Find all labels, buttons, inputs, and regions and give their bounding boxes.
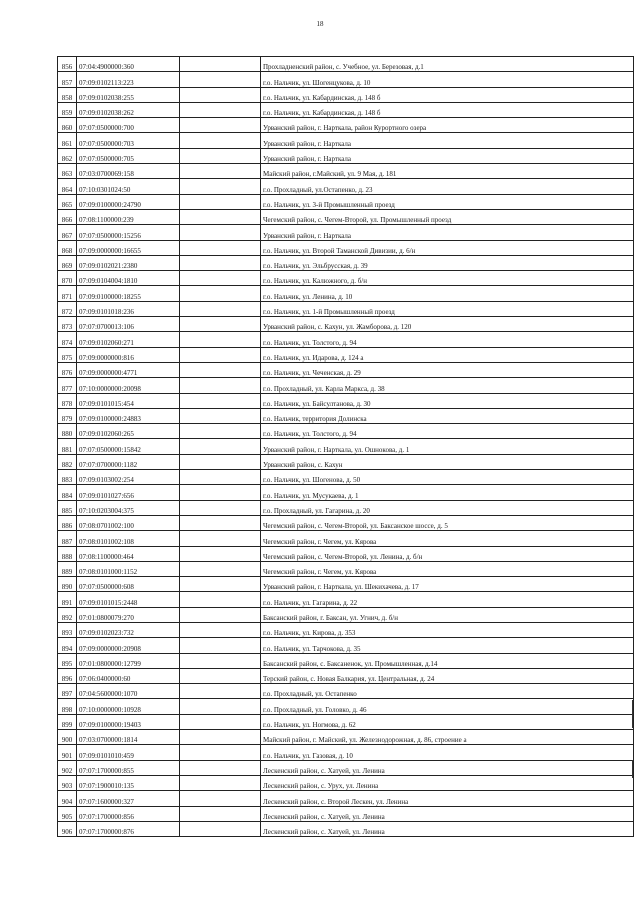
table-row bbox=[58, 240, 634, 255]
empty-cell bbox=[180, 301, 261, 316]
table-row bbox=[58, 714, 634, 729]
cadastral-number-cell: 07:01:0800079:270 bbox=[77, 607, 180, 622]
table-row bbox=[58, 148, 634, 163]
address-cell: г.о. Прохладный, ул. Карла Маркса, д. 38 bbox=[261, 378, 634, 393]
table-row bbox=[58, 57, 634, 72]
row-number-cell: 873 bbox=[58, 317, 77, 332]
empty-cell bbox=[180, 240, 261, 255]
cadastral-number-cell: 07:09:0102060:265 bbox=[77, 424, 180, 439]
cadastral-number-cell: 07:08:0701002:100 bbox=[77, 515, 180, 530]
cadastral-number-cell: 07:09:0000000:16655 bbox=[77, 240, 180, 255]
row-number-cell: 878 bbox=[58, 393, 77, 408]
address-cell: Майский район, г.Майский, ул. 9 Мая, д. 181 bbox=[261, 164, 634, 179]
address-cell: Лескенский район, с. Урух, ул. Ленина bbox=[261, 775, 634, 790]
empty-cell bbox=[180, 760, 261, 775]
table-row bbox=[58, 118, 634, 133]
table-row bbox=[58, 179, 634, 194]
row-number-cell: 877 bbox=[58, 378, 77, 393]
row-number-cell: 875 bbox=[58, 347, 77, 362]
empty-cell bbox=[180, 439, 261, 454]
row-number-cell: 904 bbox=[58, 791, 77, 806]
table-row bbox=[58, 87, 634, 102]
empty-cell bbox=[180, 775, 261, 790]
address-cell: Баксанский район, г. Баксан, ул. Угнич, д. б/н bbox=[261, 607, 634, 622]
address-cell: Урванский район, г. Нарткала, ул. Шекихачева, д. 17 bbox=[261, 577, 634, 592]
table-row bbox=[58, 225, 634, 240]
table-row bbox=[58, 760, 634, 775]
row-number-cell: 888 bbox=[58, 546, 77, 561]
cadastral-number-cell: 07:07:1700000:856 bbox=[77, 806, 180, 821]
empty-cell bbox=[180, 408, 261, 423]
address-cell: г.о. Нальчик, ул. Идарова, д. 124 а bbox=[261, 347, 634, 362]
cadastral-number-cell: 07:09:0100000:18255 bbox=[77, 286, 180, 301]
empty-cell bbox=[180, 347, 261, 362]
empty-cell bbox=[180, 57, 261, 72]
empty-cell bbox=[180, 225, 261, 240]
empty-cell bbox=[180, 362, 261, 377]
table-row bbox=[58, 408, 634, 423]
empty-cell bbox=[180, 806, 261, 821]
empty-cell bbox=[180, 684, 261, 699]
row-number-cell: 869 bbox=[58, 255, 77, 270]
empty-cell bbox=[180, 286, 261, 301]
address-cell: Урванский район, г. Нарткала bbox=[261, 148, 634, 163]
row-number-cell: 890 bbox=[58, 577, 77, 592]
row-number-cell: 874 bbox=[58, 332, 77, 347]
empty-cell bbox=[180, 607, 261, 622]
row-number-cell: 898 bbox=[58, 699, 77, 714]
row-number-cell: 865 bbox=[58, 194, 77, 209]
table-row bbox=[58, 72, 634, 87]
table-row bbox=[58, 592, 634, 607]
address-cell: г.о. Нальчик, ул. Кабардинская, д. 148 б bbox=[261, 102, 634, 117]
address-cell: г.о. Нальчик, ул. Шогенова, д. 50 bbox=[261, 470, 634, 485]
empty-cell bbox=[180, 515, 261, 530]
cadastral-number-cell: 07:07:0500000:15842 bbox=[77, 439, 180, 454]
cadastral-number-cell: 07:09:0102038:262 bbox=[77, 102, 180, 117]
table-row bbox=[58, 102, 634, 117]
address-cell: г.о. Нальчик, ул. Толстого, д. 94 bbox=[261, 424, 634, 439]
row-number-cell: 893 bbox=[58, 622, 77, 637]
table-row bbox=[58, 485, 634, 500]
table-row bbox=[58, 301, 634, 316]
table-row bbox=[58, 730, 634, 745]
address-cell: г.о. Нальчик, ул. Кирова, д. 353 bbox=[261, 622, 634, 637]
address-cell: Урванский район, г. Нарткала, ул. Ошнокова, д. 1 bbox=[261, 439, 634, 454]
table-row bbox=[58, 577, 634, 592]
cadastral-number-cell: 07:09:0100000:24790 bbox=[77, 194, 180, 209]
table-row bbox=[58, 699, 634, 714]
address-cell: г.о. Нальчик, ул. Калюжного, д. б/н bbox=[261, 271, 634, 286]
address-cell: г.о. Прохладный, ул. Гагарина, д. 20 bbox=[261, 500, 634, 515]
empty-cell bbox=[180, 194, 261, 209]
row-number-cell: 866 bbox=[58, 209, 77, 224]
row-number-cell: 879 bbox=[58, 408, 77, 423]
table-row bbox=[58, 806, 634, 821]
row-number-cell: 861 bbox=[58, 133, 77, 148]
table-row bbox=[58, 454, 634, 469]
row-number-cell: 860 bbox=[58, 118, 77, 133]
cadastral-number-cell: 07:03:0700000:1814 bbox=[77, 730, 180, 745]
address-cell: Урванский район, г. Нарткала bbox=[261, 133, 634, 148]
address-cell: Урванский район, с. Кахун bbox=[261, 454, 634, 469]
empty-cell bbox=[180, 485, 261, 500]
row-number-cell: 891 bbox=[58, 592, 77, 607]
table-row bbox=[58, 515, 634, 530]
table-row bbox=[58, 378, 634, 393]
empty-cell bbox=[180, 546, 261, 561]
empty-cell bbox=[180, 592, 261, 607]
page-number: 18 bbox=[316, 20, 324, 28]
cadastral-number-cell: 07:09:0000000:20908 bbox=[77, 638, 180, 653]
address-cell: г.о. Нальчик, ул. Толстого, д. 94 bbox=[261, 332, 634, 347]
cadastral-number-cell: 07:10:0000000:20098 bbox=[77, 378, 180, 393]
table-row bbox=[58, 775, 634, 790]
cadastral-number-cell: 07:09:0101015:2448 bbox=[77, 592, 180, 607]
cadastral-number-cell: 07:07:0700013:106 bbox=[77, 317, 180, 332]
row-number-cell: 896 bbox=[58, 668, 77, 683]
address-cell: г.о. Нальчик, ул. Газовая, д. 10 bbox=[261, 745, 634, 760]
cadastral-number-cell: 07:09:0102060:271 bbox=[77, 332, 180, 347]
row-number-cell: 895 bbox=[58, 653, 77, 668]
row-number-cell: 858 bbox=[58, 87, 77, 102]
empty-cell bbox=[180, 653, 261, 668]
empty-cell bbox=[180, 118, 261, 133]
row-number-cell: 884 bbox=[58, 485, 77, 500]
row-number-cell: 856 bbox=[58, 57, 77, 72]
row-number-cell: 894 bbox=[58, 638, 77, 653]
cadastral-number-cell: 07:06:0400000:60 bbox=[77, 668, 180, 683]
row-number-cell: 872 bbox=[58, 301, 77, 316]
row-number-cell: 885 bbox=[58, 500, 77, 515]
address-cell: Урванский район, г. Нарткала bbox=[261, 225, 634, 240]
empty-cell bbox=[180, 622, 261, 637]
empty-cell bbox=[180, 500, 261, 515]
table-row bbox=[58, 317, 634, 332]
row-number-cell: 882 bbox=[58, 454, 77, 469]
cadastral-number-cell: 07:09:0000000:816 bbox=[77, 347, 180, 362]
address-cell: г.о. Прохладный, ул. Головко, д. 46 bbox=[261, 699, 634, 714]
address-cell: Лескенский район, с. Хатуей, ул. Ленина bbox=[261, 760, 634, 775]
cadastral-number-cell: 07:07:1600000:327 bbox=[77, 791, 180, 806]
cadastral-number-cell: 07:08:0101000:1152 bbox=[77, 561, 180, 576]
row-number-cell: 864 bbox=[58, 179, 77, 194]
row-number-cell: 897 bbox=[58, 684, 77, 699]
table-row bbox=[58, 164, 634, 179]
table-row bbox=[58, 133, 634, 148]
row-number-cell: 871 bbox=[58, 286, 77, 301]
empty-cell bbox=[180, 133, 261, 148]
table-row bbox=[58, 684, 634, 699]
address-cell: Баксанский район, с. Баксаненок, ул. Промышленная, д.14 bbox=[261, 653, 634, 668]
empty-cell bbox=[180, 454, 261, 469]
address-cell: Урванский район, г. Нарткала, район Курортного озера bbox=[261, 118, 634, 133]
table-row bbox=[58, 393, 634, 408]
row-number-cell: 862 bbox=[58, 148, 77, 163]
cadastral-number-cell: 07:07:0500000:15256 bbox=[77, 225, 180, 240]
address-cell: Прохладненский район, с. Учебное, ул. Березовая, д.1 bbox=[261, 57, 634, 72]
empty-cell bbox=[180, 577, 261, 592]
cadastral-number-cell: 07:07:1900010:135 bbox=[77, 775, 180, 790]
address-cell: Терский район, с. Новая Балкария, ул. Центральная, д. 24 bbox=[261, 668, 634, 683]
row-number-cell: 867 bbox=[58, 225, 77, 240]
address-cell: г.о. Нальчик, ул. Тарчокова, д. 35 bbox=[261, 638, 634, 653]
empty-cell bbox=[180, 72, 261, 87]
empty-cell bbox=[180, 209, 261, 224]
table-row bbox=[58, 362, 634, 377]
cadastral-number-cell: 07:08:0101002:108 bbox=[77, 531, 180, 546]
table-row bbox=[58, 424, 634, 439]
row-number-cell: 880 bbox=[58, 424, 77, 439]
cadastral-number-cell: 07:09:0100000:24883 bbox=[77, 408, 180, 423]
address-cell: Чегемский район, г. Чегем, ул. Кярова bbox=[261, 531, 634, 546]
empty-cell bbox=[180, 148, 261, 163]
row-number-cell: 903 bbox=[58, 775, 77, 790]
empty-cell bbox=[180, 699, 261, 714]
cadastral-number-cell: 07:09:0102021:2380 bbox=[77, 255, 180, 270]
empty-cell bbox=[180, 87, 261, 102]
address-cell: г.о. Нальчик, ул. Гагарина, д. 22 bbox=[261, 592, 634, 607]
row-number-cell: 905 bbox=[58, 806, 77, 821]
table-row bbox=[58, 209, 634, 224]
scan-mark bbox=[632, 760, 633, 778]
row-number-cell: 857 bbox=[58, 72, 77, 87]
cadastral-number-cell: 07:07:1700000:876 bbox=[77, 821, 180, 836]
address-cell: Майский район, г. Майский, ул. Железнодорожная, д. 86, строение а bbox=[261, 730, 634, 745]
address-cell: Лескенский район, с. Второй Лескен, ул. Ленина bbox=[261, 791, 634, 806]
table-row bbox=[58, 332, 634, 347]
row-number-cell: 883 bbox=[58, 470, 77, 485]
address-cell: Чегемский район, с. Чегем-Второй, ул. Баксанское шоссе, д. 5 bbox=[261, 515, 634, 530]
empty-cell bbox=[180, 791, 261, 806]
table-row bbox=[58, 607, 634, 622]
table-row bbox=[58, 546, 634, 561]
cadastral-number-cell: 07:10:0000000:10928 bbox=[77, 699, 180, 714]
address-cell: Урванский район, с. Кахун, ул. Жамборова, д. 120 bbox=[261, 317, 634, 332]
table-row bbox=[58, 622, 634, 637]
cadastral-number-cell: 07:09:0101015:454 bbox=[77, 393, 180, 408]
address-cell: г.о. Нальчик, ул. Ленина, д. 10 bbox=[261, 286, 634, 301]
address-cell: г.о. Нальчик, ул. Эльбрусская, д. 39 bbox=[261, 255, 634, 270]
address-cell: Лескенский район, с. Хатуей, ул. Ленина bbox=[261, 806, 634, 821]
empty-cell bbox=[180, 317, 261, 332]
address-cell: Чегемский район, с. Чегем-Второй, ул. Промышленный проезд bbox=[261, 209, 634, 224]
property-registry-table bbox=[57, 56, 634, 837]
address-cell: г.о. Нальчик, ул. Мусукаева, д. 1 bbox=[261, 485, 634, 500]
cadastral-number-cell: 07:07:0500000:703 bbox=[77, 133, 180, 148]
table-row bbox=[58, 439, 634, 454]
address-cell: г.о. Нальчик, ул. Ногмова, д. 62 bbox=[261, 714, 634, 729]
table-row bbox=[58, 286, 634, 301]
address-cell: г.о. Прохладный, ул.Остапенко, д. 23 bbox=[261, 179, 634, 194]
cadastral-number-cell: 07:09:0102023:732 bbox=[77, 622, 180, 637]
table-row bbox=[58, 638, 634, 653]
cadastral-number-cell: 07:01:0800000:12799 bbox=[77, 653, 180, 668]
empty-cell bbox=[180, 424, 261, 439]
table-body bbox=[58, 57, 634, 837]
row-number-cell: 863 bbox=[58, 164, 77, 179]
cadastral-number-cell: 07:09:0104004:1810 bbox=[77, 271, 180, 286]
empty-cell bbox=[180, 393, 261, 408]
address-cell: г.о. Нальчик, ул. 3-й Промышленный проезд bbox=[261, 194, 634, 209]
empty-cell bbox=[180, 378, 261, 393]
empty-cell bbox=[180, 271, 261, 286]
table-row bbox=[58, 745, 634, 760]
address-cell: г.о. Прохладный, ул. Остапенко bbox=[261, 684, 634, 699]
empty-cell bbox=[180, 164, 261, 179]
row-number-cell: 902 bbox=[58, 760, 77, 775]
table-row bbox=[58, 470, 634, 485]
cadastral-number-cell: 07:04:5600000:1070 bbox=[77, 684, 180, 699]
table-row bbox=[58, 821, 634, 836]
empty-cell bbox=[180, 668, 261, 683]
empty-cell bbox=[180, 745, 261, 760]
empty-cell bbox=[180, 638, 261, 653]
cadastral-number-cell: 07:07:1700000:855 bbox=[77, 760, 180, 775]
address-cell: г.о. Нальчик, ул. Байсултанова, д. 30 bbox=[261, 393, 634, 408]
row-number-cell: 881 bbox=[58, 439, 77, 454]
row-number-cell: 886 bbox=[58, 515, 77, 530]
row-number-cell: 887 bbox=[58, 531, 77, 546]
row-number-cell: 889 bbox=[58, 561, 77, 576]
cadastral-number-cell: 07:08:1100000:239 bbox=[77, 209, 180, 224]
cadastral-number-cell: 07:10:0301024:50 bbox=[77, 179, 180, 194]
row-number-cell: 901 bbox=[58, 745, 77, 760]
scan-mark bbox=[632, 700, 633, 728]
empty-cell bbox=[180, 730, 261, 745]
table-row bbox=[58, 791, 634, 806]
table-row bbox=[58, 271, 634, 286]
address-cell: г.о. Нальчик, ул. 1-й Промышленный проезд bbox=[261, 301, 634, 316]
empty-cell bbox=[180, 102, 261, 117]
empty-cell bbox=[180, 531, 261, 546]
table-row bbox=[58, 668, 634, 683]
address-cell: г.о. Нальчик, территория Долинска bbox=[261, 408, 634, 423]
empty-cell bbox=[180, 179, 261, 194]
table-row bbox=[58, 194, 634, 209]
address-cell: г.о. Нальчик, ул. Кабардинская, д. 148 б bbox=[261, 87, 634, 102]
cadastral-number-cell: 07:07:0500000:705 bbox=[77, 148, 180, 163]
cadastral-number-cell: 07:04:4900000:360 bbox=[77, 57, 180, 72]
address-cell: г.о. Нальчик, ул. Чеченская, д. 29 bbox=[261, 362, 634, 377]
table-row bbox=[58, 653, 634, 668]
cadastral-number-cell: 07:09:0000000:4771 bbox=[77, 362, 180, 377]
table-row bbox=[58, 500, 634, 515]
table-row bbox=[58, 531, 634, 546]
row-number-cell: 876 bbox=[58, 362, 77, 377]
empty-cell bbox=[180, 821, 261, 836]
address-cell: Чегемский район, с. Чегем-Второй, ул. Ленина, д. б/н bbox=[261, 546, 634, 561]
address-cell: г.о. Нальчик, ул. Второй Таманской Дивизии, д. 6/н bbox=[261, 240, 634, 255]
row-number-cell: 906 bbox=[58, 821, 77, 836]
address-cell: Чегемский район, г. Чегем, ул. Кярова bbox=[261, 561, 634, 576]
empty-cell bbox=[180, 714, 261, 729]
cadastral-number-cell: 07:09:0103002:254 bbox=[77, 470, 180, 485]
cadastral-number-cell: 07:09:0101018:236 bbox=[77, 301, 180, 316]
empty-cell bbox=[180, 470, 261, 485]
cadastral-number-cell: 07:07:0500000:608 bbox=[77, 577, 180, 592]
row-number-cell: 859 bbox=[58, 102, 77, 117]
empty-cell bbox=[180, 255, 261, 270]
table-row bbox=[58, 347, 634, 362]
cadastral-number-cell: 07:09:0101027:656 bbox=[77, 485, 180, 500]
empty-cell bbox=[180, 332, 261, 347]
cadastral-number-cell: 07:07:0500000:700 bbox=[77, 118, 180, 133]
cadastral-number-cell: 07:08:1100000:464 bbox=[77, 546, 180, 561]
cadastral-number-cell: 07:09:0102113:223 bbox=[77, 72, 180, 87]
cadastral-number-cell: 07:07:0700000:1182 bbox=[77, 454, 180, 469]
row-number-cell: 900 bbox=[58, 730, 77, 745]
row-number-cell: 899 bbox=[58, 714, 77, 729]
cadastral-number-cell: 07:09:0101010:459 bbox=[77, 745, 180, 760]
table-row bbox=[58, 561, 634, 576]
cadastral-number-cell: 07:09:0102038:255 bbox=[77, 87, 180, 102]
address-cell: г.о. Нальчик, ул. Шогенцукова, д. 10 bbox=[261, 72, 634, 87]
cadastral-number-cell: 07:03:0700069:158 bbox=[77, 164, 180, 179]
cadastral-number-cell: 07:09:0100000:19403 bbox=[77, 714, 180, 729]
empty-cell bbox=[180, 561, 261, 576]
address-cell: Лескенский район, с. Хатуей, ул. Ленина bbox=[261, 821, 634, 836]
row-number-cell: 892 bbox=[58, 607, 77, 622]
row-number-cell: 868 bbox=[58, 240, 77, 255]
table-row bbox=[58, 255, 634, 270]
cadastral-number-cell: 07:10:0203004:375 bbox=[77, 500, 180, 515]
row-number-cell: 870 bbox=[58, 271, 77, 286]
